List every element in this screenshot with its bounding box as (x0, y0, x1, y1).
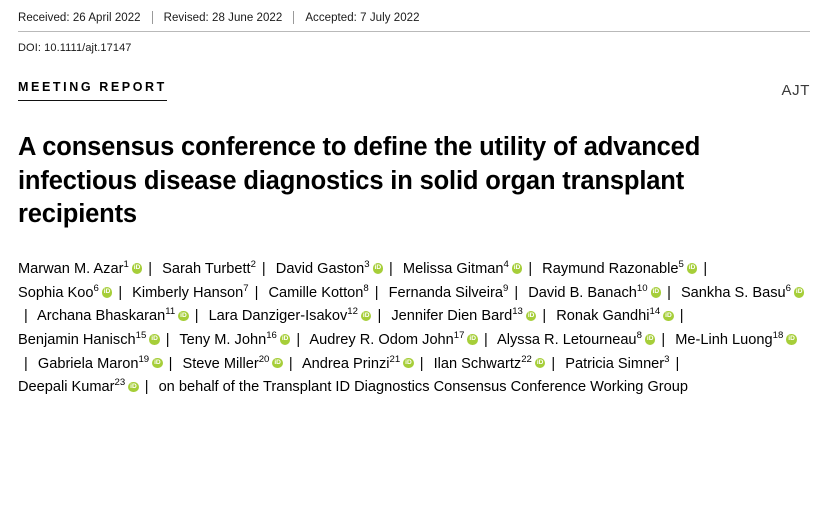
author-list (18, 258, 810, 400)
author-entry[interactable] (18, 261, 142, 277)
header-divider-rule (18, 31, 810, 32)
orcid-icon[interactable] (132, 263, 143, 274)
author-entry[interactable] (179, 332, 290, 348)
author-divider: | (288, 355, 293, 372)
author-name: Audrey R. Odom John (309, 331, 454, 348)
author-divider: | (24, 355, 28, 372)
author-affiliation-marker[interactable]: 18 (772, 330, 784, 342)
author-entry[interactable] (528, 282, 661, 301)
author-affiliation-marker[interactable]: 8 (636, 330, 642, 342)
author-entry[interactable] (391, 308, 536, 324)
orcid-icon[interactable] (687, 263, 698, 274)
author-entry[interactable] (37, 353, 163, 372)
doi-text[interactable]: DOI: 10.1111/ajt.17147 (18, 42, 132, 54)
author-name: Patricia Simner (565, 355, 665, 372)
author-name: Jennifer Dien Bard (391, 308, 513, 325)
journal-mark: AJT (781, 82, 810, 99)
author-divider: | (377, 308, 382, 325)
orcid-icon[interactable] (645, 334, 656, 345)
author-affiliation-marker[interactable]: 17 (453, 330, 465, 342)
author-divider: | (679, 308, 684, 325)
orcid-icon[interactable] (535, 358, 546, 369)
received-date: Received: 26 April 2022 (18, 11, 141, 24)
author-affiliation-marker[interactable]: 19 (138, 353, 150, 365)
accepted-date: Accepted: 7 July 2022 (305, 11, 420, 24)
orcid-icon[interactable] (128, 382, 139, 393)
author-divider: | (24, 308, 28, 325)
author-entry[interactable] (18, 282, 112, 301)
author-divider: | (118, 284, 123, 301)
author-affiliation-marker[interactable]: 2 (250, 259, 256, 271)
author-name: David Gaston (275, 260, 365, 277)
author-group-statement: on behalf of the Transplant ID Diagnostics Consensus Conference Working Group (158, 379, 689, 396)
author-affiliation-marker[interactable]: 4 (503, 259, 509, 271)
history-separator-2 (293, 11, 294, 24)
orcid-icon[interactable] (152, 358, 163, 369)
author-name: Sophia Koo (18, 284, 94, 301)
author-name: Steve Miller (182, 355, 259, 372)
author-name: Marwan M. Azar (18, 260, 124, 277)
orcid-icon[interactable] (149, 334, 160, 345)
author-entry[interactable] (309, 332, 478, 348)
author-entry[interactable] (276, 261, 383, 277)
author-divider: | (703, 260, 708, 277)
author-divider: | (374, 284, 379, 301)
author-divider: | (661, 331, 666, 348)
author-name: Andrea Prinzi (301, 355, 390, 372)
author-entry[interactable] (542, 261, 697, 277)
author-affiliation-marker[interactable]: 3 (364, 259, 370, 271)
author-affiliation-marker[interactable]: 20 (258, 353, 270, 365)
author-affiliation-marker[interactable]: 13 (512, 306, 523, 318)
author-entry[interactable] (268, 282, 369, 301)
author-name: Archana Bhaskaran (37, 308, 166, 325)
author-affiliation-marker[interactable]: 16 (266, 330, 277, 342)
orcid-icon[interactable] (512, 263, 523, 274)
orcid-icon[interactable] (794, 287, 805, 298)
author-divider: | (389, 260, 393, 277)
author-entry[interactable] (301, 353, 414, 372)
author-entry[interactable] (37, 308, 189, 324)
author-affiliation-marker[interactable]: 21 (389, 353, 401, 365)
author-entry[interactable] (433, 353, 546, 372)
author-entry[interactable] (388, 282, 509, 301)
author-entry[interactable] (182, 353, 282, 372)
author-affiliation-marker[interactable]: 8 (363, 282, 369, 294)
author-divider: | (148, 260, 153, 277)
author-divider: | (254, 284, 259, 301)
author-name: Teny M. John (179, 331, 267, 348)
author-entry[interactable] (209, 308, 372, 324)
revised-date: Revised: 28 June 2022 (163, 11, 283, 24)
author-affiliation-marker[interactable]: 1 (123, 259, 129, 271)
author-divider: | (483, 331, 488, 348)
author-name: Melissa Gitman (402, 260, 504, 277)
author-name: Lara Danziger-Isakov (208, 308, 348, 325)
section-row (18, 80, 810, 101)
author-name: Ilan Schwartz (433, 355, 522, 372)
author-divider: | (194, 308, 199, 325)
author-affiliation-marker[interactable]: 12 (347, 306, 358, 318)
orcid-icon[interactable] (272, 358, 283, 369)
author-affiliation-marker[interactable]: 23 (114, 377, 126, 389)
author-affiliation-marker[interactable]: 10 (636, 282, 648, 294)
orcid-icon[interactable] (178, 311, 189, 322)
orcid-icon[interactable] (280, 334, 291, 345)
author-entry[interactable] (556, 308, 673, 324)
author-divider: | (675, 355, 680, 372)
author-entry[interactable] (565, 353, 670, 372)
author-name: David B. Banach (528, 284, 637, 301)
author-name: Sarah Turbett (162, 260, 251, 277)
author-entry[interactable] (403, 261, 522, 277)
author-entry[interactable] (18, 332, 160, 348)
orcid-icon[interactable] (102, 287, 113, 298)
author-entry[interactable] (132, 282, 249, 301)
author-name: Ronak Gandhi (556, 308, 650, 325)
author-name: Sankha S. Basu (680, 284, 786, 301)
author-entry[interactable] (162, 261, 256, 277)
author-divider: | (165, 331, 170, 348)
author-name: Me-Linh Luong (675, 331, 773, 348)
author-affiliation-marker[interactable]: 6 (93, 282, 99, 294)
author-name: Gabriela Maron (37, 355, 139, 372)
author-divider: | (144, 379, 149, 396)
author-divider: | (551, 355, 556, 372)
orcid-icon[interactable] (663, 311, 674, 322)
author-entry[interactable] (18, 379, 139, 395)
orcid-icon[interactable] (361, 311, 372, 322)
page-title: A consensus conference to define the utility of advanced infectious disease diagnostics in solid organ transplant recipients (18, 133, 701, 229)
author-affiliation-marker[interactable]: 11 (165, 306, 176, 318)
orcid-icon[interactable] (786, 334, 797, 345)
author-divider: | (542, 308, 547, 325)
orcid-icon[interactable] (403, 358, 414, 369)
article-type-label: MEETING REPORT (18, 80, 167, 101)
article-history (18, 0, 810, 24)
author-affiliation-marker[interactable]: 9 (503, 282, 509, 294)
orcid-icon[interactable] (526, 311, 537, 322)
author-divider: | (261, 260, 266, 277)
author-affiliation-marker[interactable]: 5 (678, 259, 684, 271)
author-name: Camille Kotton (268, 284, 364, 301)
orcid-icon[interactable] (467, 334, 478, 345)
author-name: Raymund Razonable (542, 260, 679, 277)
author-name: Alyssa R. Letourneau (497, 331, 637, 348)
author-entry[interactable] (680, 282, 805, 301)
author-name: Deepali Kumar (18, 379, 115, 396)
author-name: Kimberly Hanson (132, 284, 244, 301)
author-affiliation-marker[interactable]: 6 (785, 282, 791, 294)
history-separator-1 (152, 11, 153, 24)
author-name: Benjamin Hanisch (18, 331, 136, 348)
author-name: Fernanda Silveira (388, 284, 503, 301)
author-affiliation-marker[interactable]: 15 (135, 330, 147, 342)
author-affiliation-marker[interactable]: 7 (243, 282, 249, 294)
author-divider: | (667, 284, 671, 301)
author-divider: | (419, 355, 424, 372)
author-affiliation-marker[interactable]: 3 (664, 353, 670, 365)
author-divider: | (168, 355, 173, 372)
orcid-icon[interactable] (373, 263, 384, 274)
author-affiliation-marker[interactable]: 22 (521, 353, 532, 365)
author-entry[interactable] (675, 332, 797, 348)
author-entry[interactable] (497, 332, 655, 348)
author-divider: | (528, 260, 533, 277)
author-affiliation-marker[interactable]: 14 (649, 306, 661, 318)
author-divider: | (514, 284, 519, 301)
author-divider: | (296, 331, 301, 348)
orcid-icon[interactable] (651, 287, 662, 298)
